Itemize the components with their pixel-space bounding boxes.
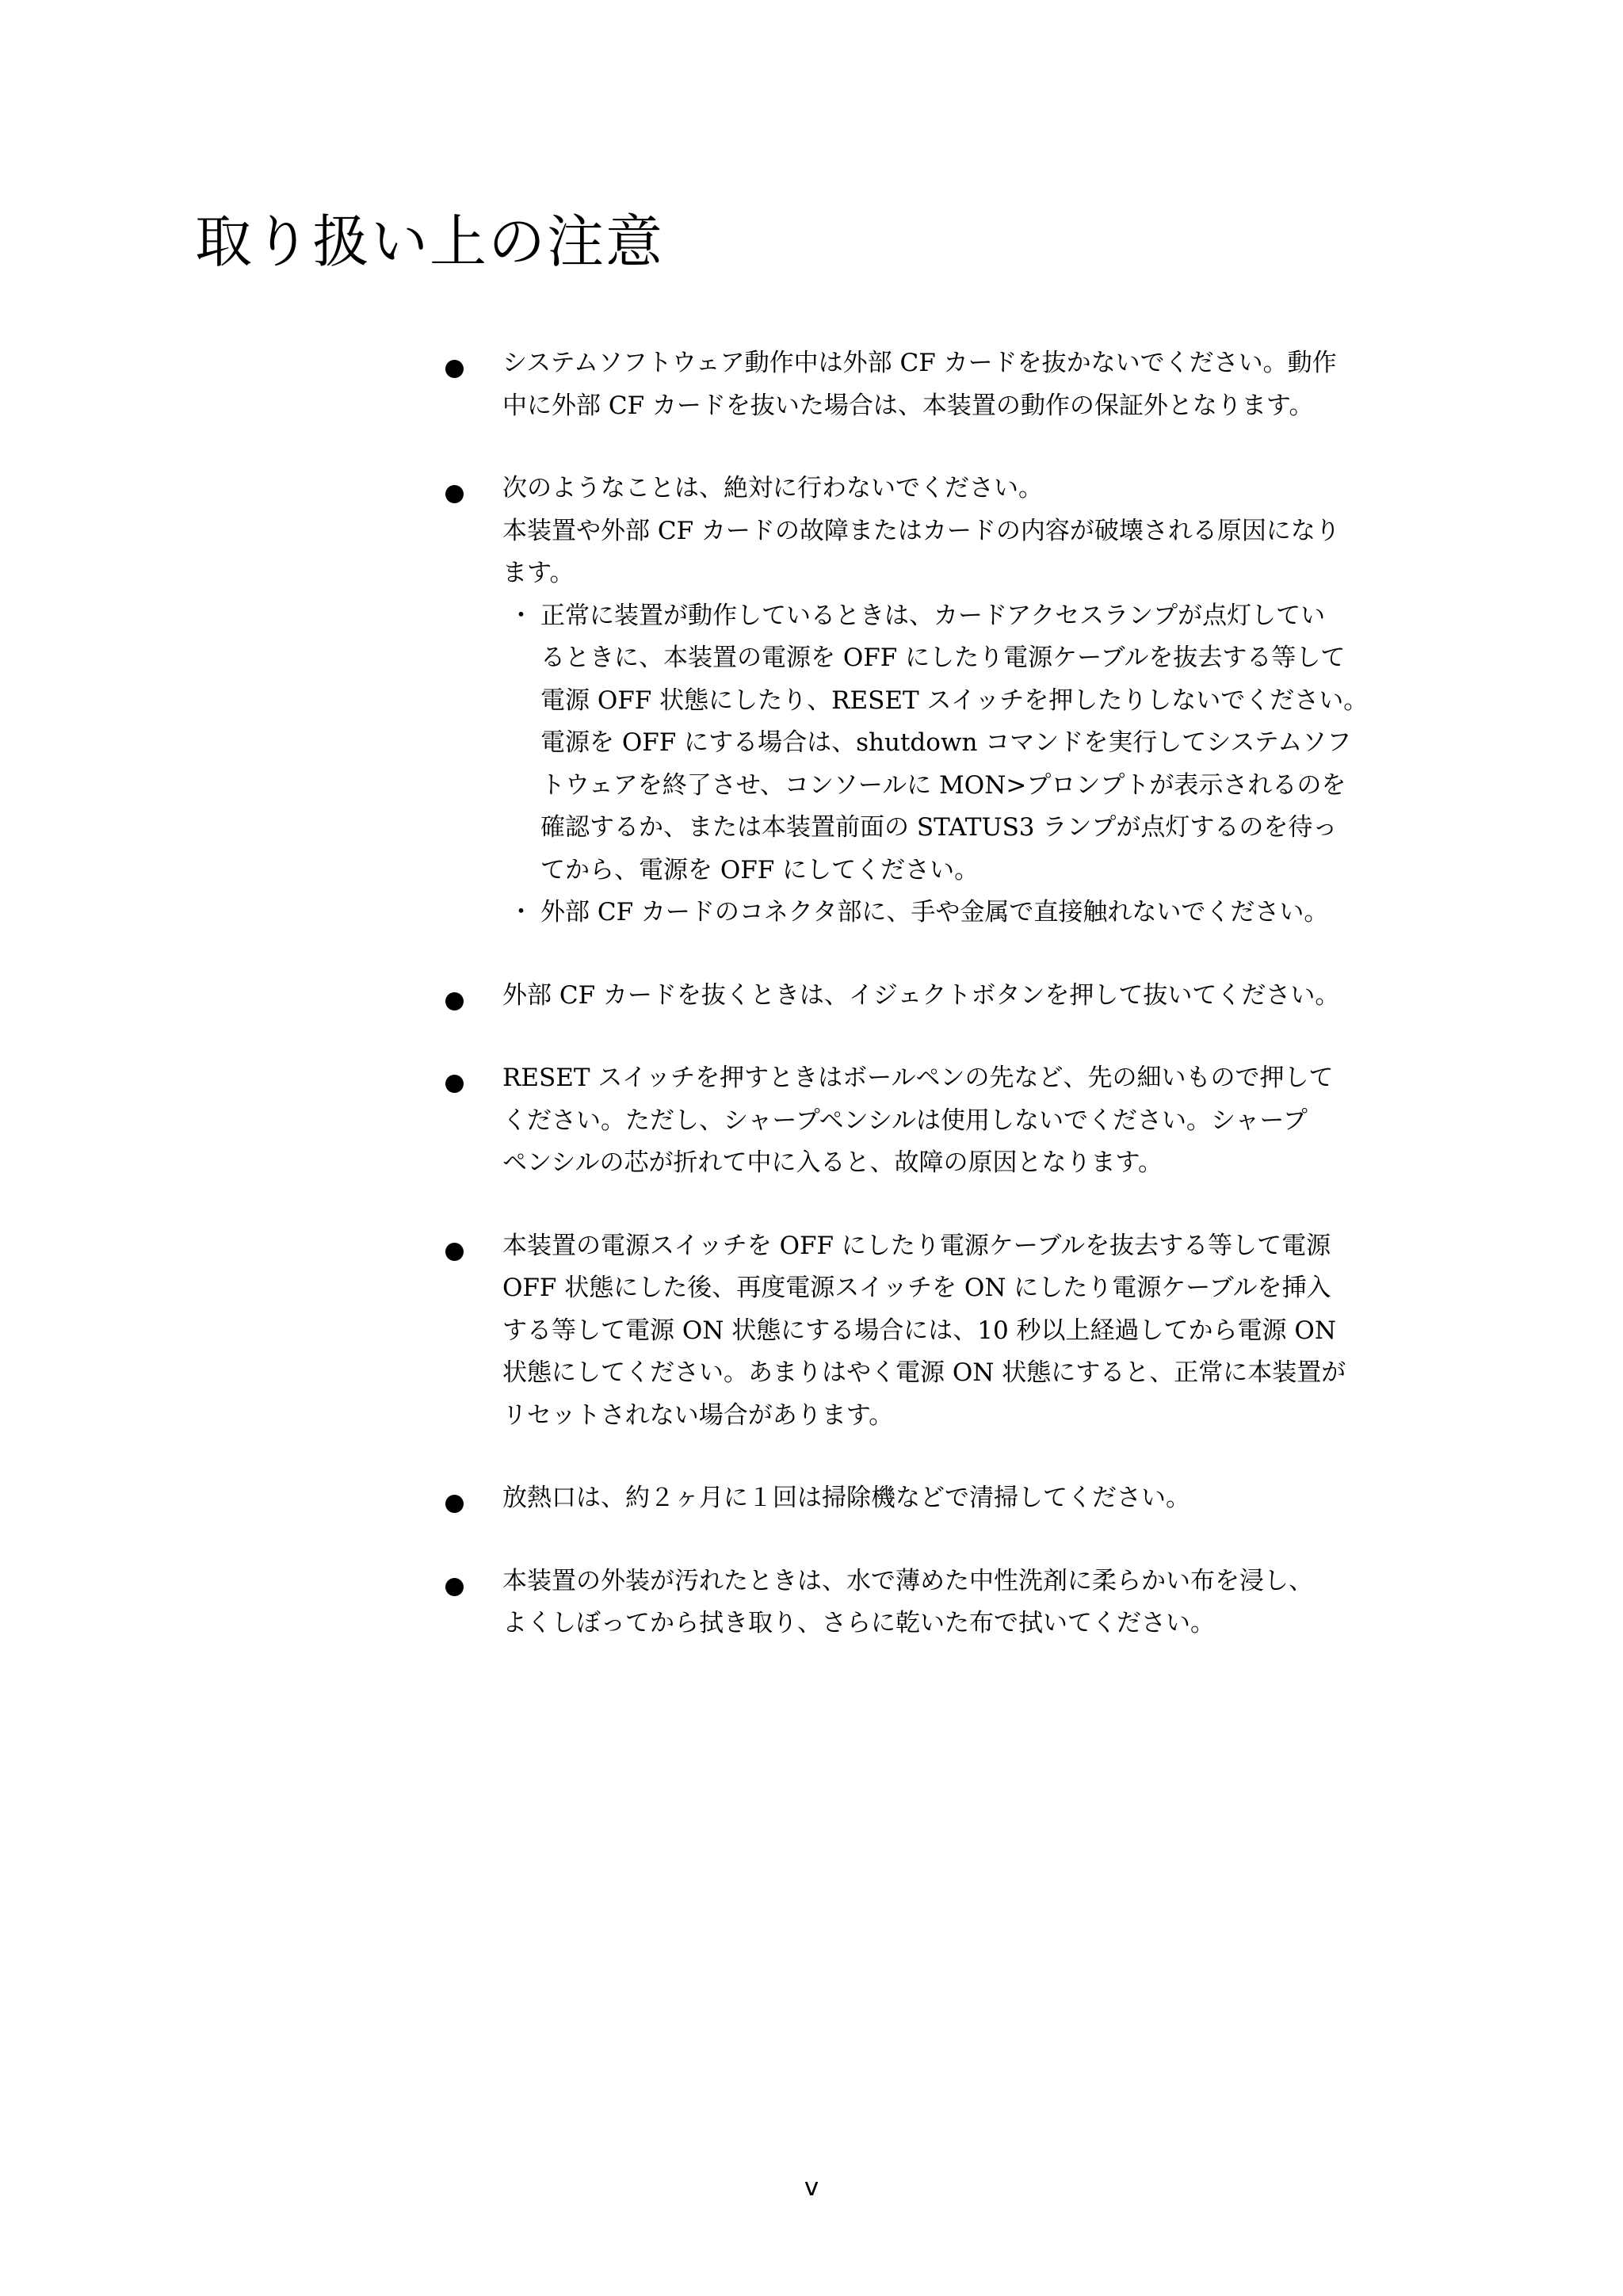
sub-item [502, 595, 1444, 892]
text-line: する等して電源 ON 状態にする場合には、10 秒以上経過してから電源 ON [502, 1316, 1336, 1345]
caution-item [445, 1477, 1444, 1520]
text-line: 外部 CF カードのコネクタ部に、手や金属で直接触れないでください。 [540, 898, 1329, 926]
text-line: 外部 CF カードを抜くときは、イジェクトボタンを押して抜いてください。 [502, 980, 1340, 1010]
bullet-icon [445, 1495, 464, 1513]
caution-item [445, 468, 1444, 934]
caution-item [445, 975, 1444, 1018]
caution-item [445, 1561, 1444, 1645]
text-line: 確認するか、または本装置前面の STATUS3 ランプが点灯するのを待っ [540, 813, 1338, 842]
page-title: 取り扱い上の注意 [195, 208, 665, 275]
bullet-icon [445, 1578, 464, 1596]
text-line: 本装置の電源スイッチを OFF にしたり電源ケーブルを抜去する等して電源 [502, 1231, 1331, 1260]
text-line: 正常に装置が動作しているときは、カードアクセスランプが点灯してい [540, 601, 1326, 630]
text-line: リセットされない場合があります。 [502, 1400, 894, 1430]
text-line: 本装置や外部 CF カードの故障またはカードの内容が破壊される原因になり [502, 516, 1340, 545]
text-line: 本装置の外装が汚れたときは、水で薄めた中性洗剤に柔らかい布を浸し、 [502, 1566, 1313, 1595]
page-number: v [804, 2173, 819, 2202]
text-line: るときに、本装置の電源を OFF にしたり電源ケーブルを抜去する等して [540, 644, 1346, 672]
caution-list [445, 342, 1444, 1686]
text-line: 次のようなことは、絶対に行わないでください。 [502, 474, 1043, 502]
sub-item [502, 892, 1444, 934]
sub-bullet: ・ [509, 898, 533, 926]
text-line: トウェアを終了させ、コンソールに MON>プロンプトが表示されるのを [540, 770, 1346, 800]
caution-item [445, 1225, 1444, 1438]
sub-bullet: ・ [509, 601, 533, 630]
text-line: てから、電源を OFF にしてください。 [540, 855, 980, 884]
text-line: ペンシルの芯が折れて中に入ると、故障の原因となります。 [502, 1148, 1163, 1177]
bullet-icon [445, 360, 464, 378]
text-line: ます。 [502, 559, 575, 587]
text-line: 中に外部 CF カードを抜いた場合は、本装置の動作の保証外となります。 [502, 391, 1314, 420]
bullet-icon [445, 1243, 464, 1261]
bullet-icon [445, 485, 464, 503]
text-line: OFF 状態にした後、再度電源スイッチを ON にしたり電源ケーブルを挿入 [502, 1274, 1331, 1302]
text-line: 電源を OFF にする場合は、shutdown コマンドを実行してシステムソフ [540, 728, 1352, 757]
text-line: よくしぼってから拭き取り、さらに乾いた布で拭いてください。 [502, 1609, 1215, 1637]
caution-item [445, 1057, 1444, 1185]
text-line: 電源 OFF 状態にしたり、RESET スイッチを押したりしないでください。 [540, 686, 1369, 715]
bullet-icon [445, 992, 464, 1010]
text-line: 放熱口は、約２ヶ月に１回は掃除機などで清掃してください。 [502, 1484, 1190, 1512]
text-line: RESET スイッチを押すときはボールペンの先など、先の細いもので押して [502, 1064, 1334, 1092]
caution-item [445, 342, 1444, 427]
text-line: 状態にしてください。あまりはやく電源 ON 状態にすると、正常に本装置が [502, 1358, 1346, 1387]
text-line: システムソフトウェア動作中は外部 CF カードを抜かないでください。動作 [502, 349, 1337, 377]
sub-list [502, 595, 1444, 934]
bullet-icon [445, 1075, 464, 1093]
text-line: ください。ただし、シャープペンシルは使用しないでください。シャープ [502, 1106, 1308, 1135]
